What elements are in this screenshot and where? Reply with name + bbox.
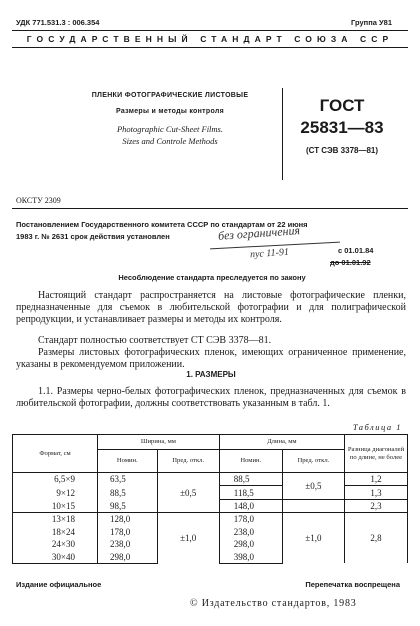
header-diagonal: Разница диагоналей по длине, не более (345, 435, 408, 473)
paragraph-appendix: Размеры листовых фотографических пленок, имеющих ограниченное применение, указаны в рекомендуемом приложении. (16, 347, 406, 371)
length-tolerance-cell: ±0,5 (282, 473, 344, 500)
width-cell: 298,0 (98, 550, 158, 563)
paragraph-conformity: Стандарт полностью соответствует СТ СЭВ 3378—81. (38, 335, 272, 346)
header-format: Формат, см (13, 435, 98, 473)
header-length: Длина, мм (219, 435, 344, 450)
official-edition-label: Издание официальное (16, 580, 102, 589)
state-standard-heading: ГОСУДАРСТВЕННЫЙ СТАНДАРТ СОЮЗА ССР (26, 34, 394, 44)
decree-line2: 1983 г. № 2631 срок действия установлен (16, 232, 170, 241)
header-rule-bottom (12, 47, 408, 48)
format-cell: 13×18 (13, 513, 98, 526)
law-notice: Несоблюдение стандарта преследуется по закону (118, 273, 306, 282)
format-cell: 30×40 (13, 550, 98, 563)
paragraph-scope: Настоящий стандарт распространяется на листовые фотографические пленки, предназначенные для съемок в любительской фотографии и для полиграфической репродукции, и устанавливает размеры и методы их контроля. (16, 290, 406, 326)
table-row (13, 473, 408, 486)
date-from: с 01.01.84 (338, 246, 374, 255)
handwritten-limit-signature: без ограничения (217, 223, 301, 243)
header-rule-top (12, 30, 408, 31)
width-cell: 128,0 (98, 513, 158, 526)
format-cell: 24×30 (13, 538, 98, 550)
diagonal-cell: 2,8 (345, 513, 408, 564)
gost-word: ГОСТ (319, 96, 365, 115)
table-caption: Таблица 1 (352, 422, 402, 432)
length-cell: 298,0 (219, 538, 282, 550)
width-cell: 63,5 (98, 473, 158, 486)
gost-box (282, 88, 401, 180)
length-cell: 148,0 (219, 499, 282, 512)
table-row (13, 513, 408, 526)
title-ru: ПЛЕНКИ ФОТОГРАФИЧЕСКИЕ ЛИСТОВЫЕ (91, 92, 249, 99)
diagonal-cell: 2,3 (345, 499, 408, 512)
length-cell: 178,0 (219, 513, 282, 526)
section-heading: 1. РАЗМЕРЫ (186, 370, 236, 379)
length-cell: 398,0 (219, 550, 282, 563)
header-width: Ширина, мм (98, 435, 220, 450)
subtitle-ru: Размеры и методы контроля (116, 108, 224, 115)
reprint-prohibited-label: Перепечатка воспрещена (305, 580, 400, 589)
okstu-code: ОКСТУ 2309 (16, 196, 61, 205)
format-cell: 6,5×9 (13, 473, 98, 486)
paragraph-1-1: 1.1. Размеры черно-белых фотографических пленок, предназначенных для съемок в любительской фотографии, должны соответствовать указанным в табл. 1. (16, 386, 406, 410)
diagonal-cell: 1,3 (345, 486, 408, 499)
dimensions-table (12, 434, 408, 564)
st-sev-reference: (СТ СЭВ 3378—81) (305, 146, 379, 155)
width-tolerance-cell: ±1,0 (157, 513, 219, 564)
group-code: Группа У81 (351, 18, 392, 27)
header-width-tolerance: Пред. откл. (157, 450, 219, 473)
format-cell: 18×24 (13, 526, 98, 538)
format-cell: 9×12 (13, 486, 98, 499)
length-tolerance-cell: ±1,0 (282, 513, 344, 564)
copyright-line: © Издательство стандартов, 1983 (190, 598, 357, 609)
udk-code: УДК 771.531.3 : 006.354 (16, 18, 100, 27)
decree-line1: Постановлением Государственного комитета СССР по стандартам от 22 июня (16, 220, 308, 229)
width-cell: 98,5 (98, 499, 158, 512)
width-tolerance-cell: ±0,5 (157, 473, 219, 513)
width-cell: 88,5 (98, 486, 158, 499)
length-tolerance-blank (282, 499, 344, 512)
width-cell: 238,0 (98, 538, 158, 550)
length-cell: 118,5 (219, 486, 282, 499)
okstu-rule (12, 208, 408, 209)
title-en-line1: Photographic Cut-Sheet Films. (116, 124, 223, 134)
header-length-nominal: Номин. (219, 450, 282, 473)
title-en-line2: Sizes and Controle Methods (122, 136, 218, 146)
format-cell: 10×15 (13, 499, 98, 512)
header-width-nominal: Номин. (98, 450, 158, 473)
diagonal-cell: 1,2 (345, 473, 408, 486)
handwritten-date: пус 11-91 (249, 246, 290, 261)
gost-number: 25831—83 (300, 118, 384, 137)
length-cell: 88,5 (219, 473, 282, 486)
length-cell: 238,0 (219, 526, 282, 538)
header-length-tolerance: Пред. откл. (282, 450, 344, 473)
date-to-struck: до 01.01.92 (330, 258, 371, 267)
width-cell: 178,0 (98, 526, 158, 538)
